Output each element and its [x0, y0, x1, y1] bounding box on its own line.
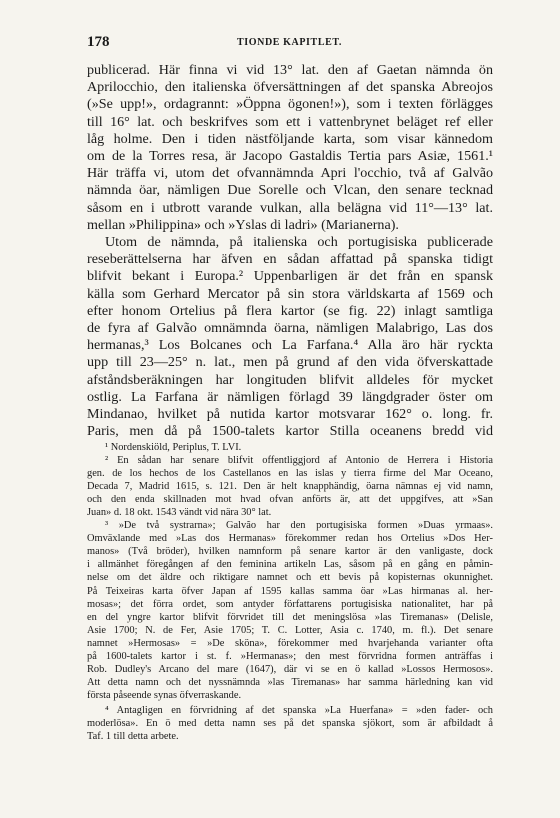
- body-line: nämnda öar, nämligen Due Sorelle och Vlcan, den senare tecknad: [87, 182, 493, 199]
- body-line: mellan »Philippina» och »Yslas di ladri» (Marianerna).: [87, 216, 399, 233]
- footnote-line: På Teixeiras karta öfver Japan af 1595 kallas samma öar »Las hirmanas al. her-: [87, 585, 493, 597]
- body-line: Utom de nämnda, på italienska och portugisiska publicerade: [105, 234, 493, 251]
- body-line: Här träffa vi, utom det ofvannämnda Apri l'occhio, två af Galvão: [87, 165, 493, 182]
- footnote-line: i allmänhet föregången af den feminina artikeln Las, såsom på en gång en påmin-: [87, 559, 493, 571]
- page-header: [87, 34, 492, 52]
- footnote-line: på 1600-talets kartor i st. f. »Hermanas»; den mest förvridna formen anträffas i: [87, 650, 493, 662]
- footnote-line: Juan» d. 18 okt. 1543 vändt vid nära 30° lat.: [87, 507, 272, 519]
- footnote-line: Taf. 1 till detta arbete.: [87, 731, 179, 743]
- footnote-line: Asie 1700; N. de Fer, Asie 1705; T. C. Lotter, Asia c. 1740, m. fl.). Det senare: [87, 624, 493, 636]
- footnote-line: ¹ Nordenskiöld, Periplus, T. LVI.: [105, 442, 242, 453]
- body-line: (»Se upp!», ordagrannt: »Öppna ögonen!»), som i texten förlägges: [87, 96, 493, 113]
- page-number: 178: [87, 34, 110, 50]
- footnote-line: ³ »De två systrarna»; Galvão har den portugisiska formen »Duas yrmaas».: [105, 520, 493, 532]
- footnote-line: en del yngre kartor blifvit förvridet till det meningslösa »las Tiremanas» (Delisle,: [87, 611, 493, 623]
- body-line: de fyra af Galvão omnämnda öarna, nämligen Malabrigo, Las dos: [87, 320, 493, 337]
- main-text: [87, 62, 493, 440]
- footnote-line: namnet »Hermosas» = »De sköna», förekommer med hvarjehanda varianter ofta: [87, 637, 493, 649]
- footnote-line: gen. de los hechos de los Castellanos en las islas y tierra firme del Mar Oceano,: [87, 468, 493, 480]
- body-line: upp till 23—25° n. lat., men på grund af den vida öfverskattade: [87, 354, 493, 371]
- body-line: blifvit bekant i Europa.² Uppenbarligen är det från en spansk: [87, 268, 493, 285]
- footnotes: [87, 441, 493, 743]
- footnote-line: Decada 7, Madrid 1615, s. 121. Den är helt knapphändig, öarna nämnas ej vid namn,: [87, 481, 493, 493]
- body-line: låg holme. Den i tiden nästföljande karta, som visar kännedom: [87, 130, 493, 147]
- body-line: källa som Gerhard Mercator på sin stora världskarta af 1569 och: [87, 285, 493, 302]
- footnote-line: och den enda skillnaden mot hvad ofvan anförts är, att det uppgifves, att »San: [87, 494, 493, 506]
- footnote-line: Omväxlande med »Las dos Hermanas» förekommer redan hos Ortelius »Dos Her-: [87, 533, 493, 545]
- footnote-line: mosas»; det förra ordet, som antyder författarens portugisiska nationalitet, har på: [87, 598, 493, 610]
- body-line: hermanas,³ Los Bolcanes och La Farfana.⁴ Alla äro här ryckta: [87, 337, 493, 354]
- body-line: såsom en i utbrott varande vulkan, alla belägna vid 11°—13° lat.: [87, 199, 493, 216]
- footnote-line: nelse om det äldre och riktigare namnet och ett bevis på kopisternas okunnighet.: [87, 572, 493, 584]
- footnote-line: Rob. Dudley's Arcano del mare (1647), där vi se en ö kallad »Lossos Hermosos».: [87, 663, 493, 675]
- footnote-line: moderlösa». En ö med detta namn ses på det spanska sjökort, som är afbildadt å: [87, 717, 493, 729]
- body-line: om de la Torres resa, är Jacopo Gastaldis Tertia pars Asiæ, 1561.¹: [87, 148, 493, 165]
- body-line: till 16° lat. och beskrifves som ett i vattenbrynet beläget ref eller: [87, 113, 493, 130]
- body-line: ostlig. La Farfana är nämligen förlagd 39 längdgrader öster om: [87, 388, 493, 405]
- body-line: Paris, men då på 1500-talets kartor Stilla oceanens bredd vid: [87, 423, 493, 440]
- footnote-line: manos» (Två bröder), hvilken namnform på senare kartor är den vanligaste, dock: [87, 546, 493, 558]
- running-head: TIONDE KAPITLET.: [237, 37, 342, 48]
- body-line: Aprilocchio, den italienska öfversättningen af det spanska Abreojos: [87, 79, 493, 96]
- footnote-line: Att detta namn och det nyssnämnda »las Tiremanas» har samma härledning kan vid: [87, 676, 493, 688]
- body-line: efter honom Ortelius på flera kartor (se fig. 22) inlagt samtliga: [87, 302, 493, 319]
- body-line: afståndsberäkningen har longituden blifvit alldeles för mycket: [87, 371, 493, 388]
- body-line: reseberättelserna har äfven en sådan affattad på spanska tidigt: [87, 251, 493, 268]
- footnote-line: första påseende synas öfverraskande.: [87, 689, 242, 701]
- body-line: Mindanao, hvilket på nutida kartor motsvarar 162° o. long. fr.: [87, 406, 493, 423]
- body-line: publicerad. Här finna vi vid 13° lat. den af Gaetan nämnda ön: [87, 62, 493, 78]
- footnote-line: ² En sådan har senare blifvit offentliggjord af Antonio de Herrera i Historia: [105, 455, 493, 467]
- footnote-line: ⁴ Antagligen en förvridning af det spanska »La Huerfana» = »den fader- och: [105, 704, 493, 716]
